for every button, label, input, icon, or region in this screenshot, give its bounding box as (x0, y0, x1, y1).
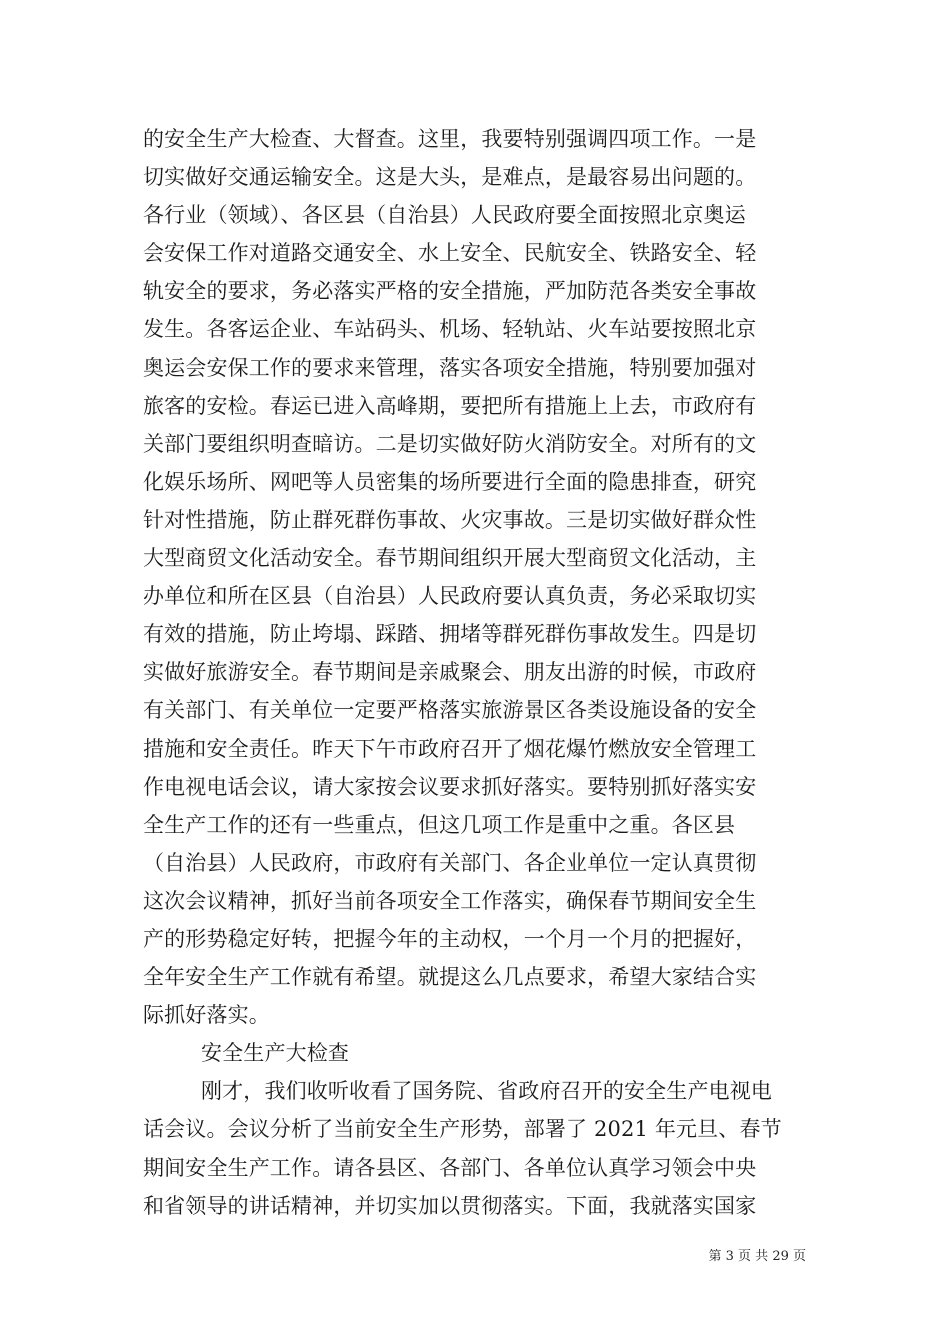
text-line: 办单位和所在区县（自治县）人民政府要认真负责，务必采取切实 (143, 584, 757, 609)
text-line: 关部门要组织明查暗访。二是切实做好防火消防安全。对所有的文 (143, 431, 757, 456)
text-line: 措施和安全责任。昨天下午市政府召开了烟花爆竹燃放安全管理工 (143, 736, 757, 761)
text-line: 发生。各客运企业、车站码头、机场、轻轨站、火车站要按照北京 (143, 317, 757, 342)
text-line: 有效的措施，防止垮塌、踩踏、拥堵等群死群伤事故发生。四是切 (143, 622, 757, 647)
text-line: 有关部门、有关单位一定要严格落实旅游景区各类设施设备的安全 (143, 698, 757, 723)
text-line: 大型商贸文化活动安全。春节期间组织开展大型商贸文化活动，主 (143, 546, 757, 571)
text-line: 作电视电话会议，请大家按会议要求抓好落实。要特别抓好落实安 (143, 774, 757, 799)
text-line: 全年安全生产工作就有希望。就提这么几点要求，希望大家结合实 (143, 965, 757, 990)
page-number: 第 3 页 共 29 页 (708, 1249, 806, 1264)
text-line: 会安保工作对道路交通安全、水上安全、民航安全、铁路安全、轻 (143, 241, 757, 266)
text-line: 实做好旅游安全。春节期间是亲戚聚会、朋友出游的时候，市政府 (143, 660, 757, 685)
text-line: 各行业（领域）、各区县（自治县）人民政府要全面按照北京奥运 (143, 203, 746, 228)
text-line: 期间安全生产工作。请各县区、各部门、各单位认真学习领会中央 (143, 1155, 757, 1180)
text-line: 切实做好交通运输安全。这是大头，是难点，是最容易出问题的。 (143, 165, 757, 190)
section-title: 安全生产大检查 (201, 1041, 350, 1066)
text-line: 针对性措施，防止群死群伤事故、火灾事故。三是切实做好群众性 (143, 507, 757, 532)
text-line: 轨安全的要求，务必落实严格的安全措施，严加防范各类安全事故 (143, 279, 757, 304)
text-line: 和省领导的讲话精神，并切实加以贯彻落实。下面，我就落实国家 (143, 1193, 757, 1218)
text-line: 全生产工作的还有一些重点，但这几项工作是重中之重。各区县 (143, 812, 736, 837)
text-line: （自治县）人民政府，市政府有关部门、各企业单位一定认真贯彻 (143, 850, 757, 875)
text-line: 奥运会安保工作的要求来管理，落实各项安全措施，特别要加强对 (143, 355, 757, 380)
text-line: 旅客的安检。春运已进入高峰期，要把所有措施上上去，市政府有 (143, 393, 757, 418)
text-line: 际抓好落实。 (143, 1003, 270, 1028)
text-line: 这次会议精神，抓好当前各项安全工作落实，确保春节期间安全生 (143, 888, 757, 913)
text-line: 产的形势稳定好转，把握今年的主动权，一个月一个月的把握好， (143, 926, 757, 951)
text-line: 刚才，我们收听收看了国务院、省政府召开的安全生产电视电 (201, 1079, 773, 1104)
text-line: 化娱乐场所、网吧等人员密集的场所要进行全面的隐患排查，研究 (143, 469, 757, 494)
text-line: 的安全生产大检查、大督查。这里，我要特别强调四项工作。一是 (143, 127, 757, 151)
body-text (143, 120, 808, 1225)
text-line: 话会议。会议分析了当前安全生产形势，部署了 2021 年元旦、春节 (143, 1117, 782, 1142)
